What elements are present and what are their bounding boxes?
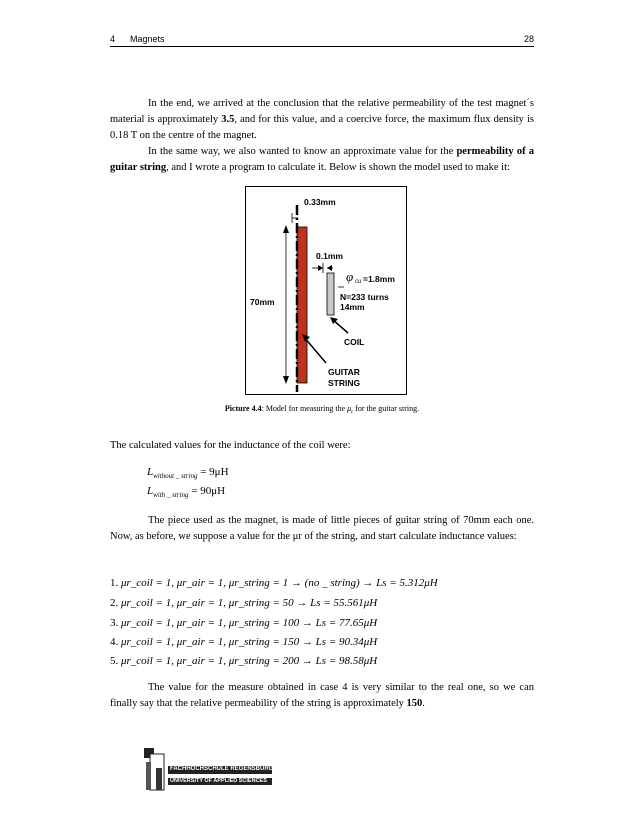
case-row: 2. μr_coil = 1, μr_air = 1, μr_string = 50 → Ls = 55.561μH (110, 597, 378, 609)
case-row: 5. μr_coil = 1, μr_air = 1, μr_string = 200 → Ls = 98.58μH (110, 655, 378, 667)
logo-line2: UNIVERSITY OF APPLIED SCIENCES (170, 778, 267, 784)
caption-mu-sub: r (351, 409, 354, 416)
caption-label: Picture 4.4 (224, 404, 262, 413)
para1-text-a: In the end, we arrived at the conclusion that the relative permeability of the test magnet´s material is approximately (110, 98, 534, 125)
paragraph-4: The piece used as the magnet, is made of little pieces of guitar string of 70mm each one. Now, as before, we suppose a value for the μr of the string, and start calculate inductance values: (110, 515, 534, 542)
chapter-number: 4 (110, 34, 116, 44)
dim-arrow-bottom (283, 376, 289, 384)
caption-mu: μ (347, 404, 352, 413)
inductance-with-string: $L_{with \_ string} = 90\mu H$ (147, 485, 226, 499)
paragraph-3: The calculated values for the inductance of the coil were: (110, 440, 351, 451)
caption-text-a: : Model for measuring the (261, 404, 348, 413)
label-033mm: 0.33mm (304, 197, 336, 207)
label-14mm: 14mm (340, 302, 365, 312)
label-turns: N=233 turns (340, 292, 389, 302)
dim-arrow-top (283, 225, 289, 233)
para2-bold: permeability of a guitar string (110, 146, 535, 173)
paragraph-1 (110, 96, 534, 144)
phi-sub: cu (355, 279, 362, 285)
label-01mm: 0.1mm (316, 251, 343, 261)
para5-bold: 150 (406, 698, 423, 709)
guitar-string-bar (297, 227, 307, 383)
caption-text-b: for the guitar string. (353, 404, 420, 413)
chapter-title: Magnets (130, 34, 165, 44)
paragraph-2 (110, 144, 534, 176)
university-logo (144, 748, 274, 803)
figure-drawing (246, 187, 406, 394)
phi-symbol: φ (346, 269, 354, 284)
header-rule (110, 46, 534, 47)
label-guitar: GUITAR (328, 367, 360, 377)
logo-line1: FACHHOCHSCHULE REGENSBURG (170, 766, 274, 772)
label-18mm: =1.8mm (363, 274, 395, 284)
inductance-without-string: $L_{without \_ string} = 9\mu H$ (147, 466, 229, 480)
coil-bar (327, 273, 334, 315)
para2-text-a: In the same way, we also wanted to know an approximate value for the (148, 146, 457, 157)
label-string: STRING (328, 378, 361, 388)
page-number: 28 (523, 34, 534, 44)
para2-text-b: , and I wrote a program to calculate it. Below is shown the model used to make it: (166, 162, 510, 173)
case-row: 1. μr_coil = 1, μr_air = 1, μr_string = 1 → (no _ string) → Ls = 5.312μH (110, 577, 438, 589)
label-coil: COIL (344, 337, 365, 347)
label-70mm: 70mm (250, 297, 275, 307)
string-coil-figure (245, 186, 407, 395)
para1-bold: 3.5 (221, 114, 235, 125)
case-row: 4. μr_coil = 1, μr_air = 1, μr_string = 150 → Ls = 90.34μH (110, 636, 378, 648)
para1-text-b: , and for this value, and a coercive force, the maximum flux density is 0.18 T on the centre of the magnet. (110, 114, 534, 141)
figure-caption (110, 404, 534, 416)
case-row: 3. μr_coil = 1, μr_air = 1, μr_string = 100 → Ls = 77.65μH (110, 617, 378, 629)
paragraph-5: The value for the measure obtained in case 4 is very similar to the real one, so we can finally say that the relative permeability of the string is approximately 150. (110, 682, 534, 709)
